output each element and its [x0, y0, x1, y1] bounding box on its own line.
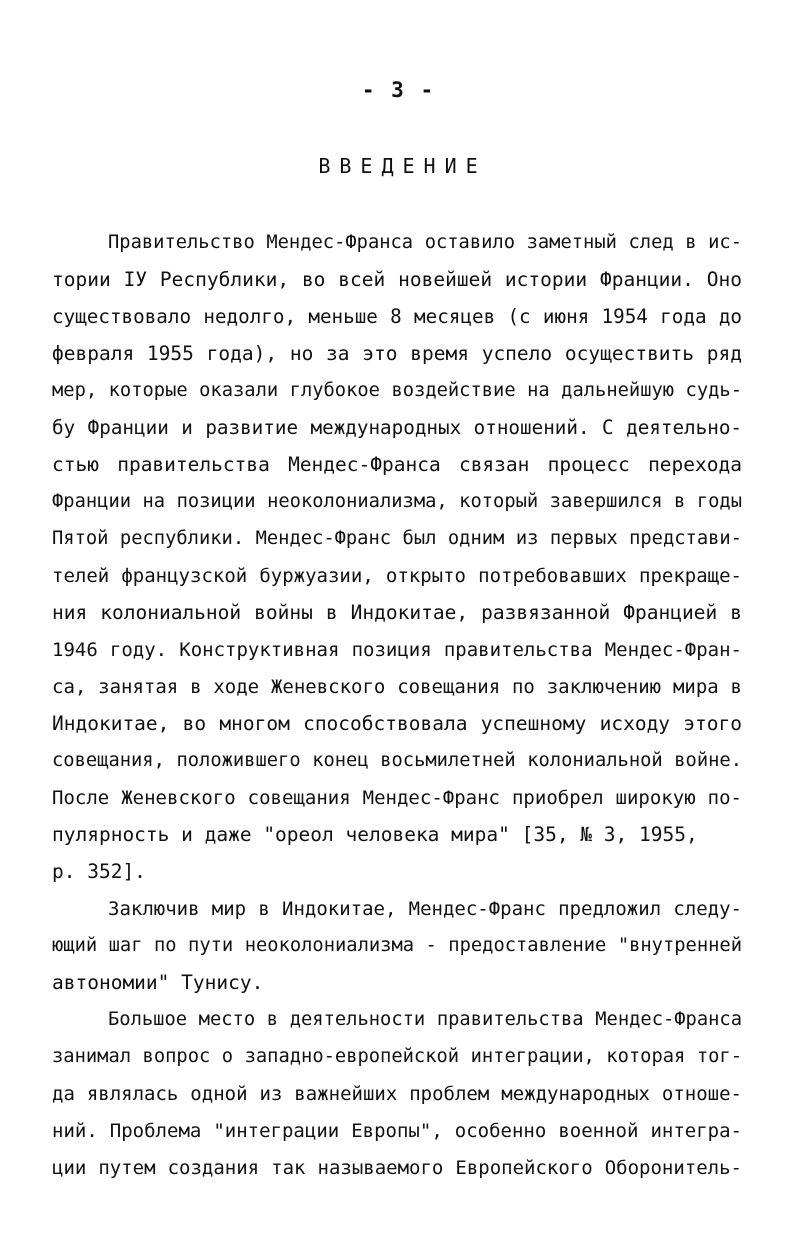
text-line: ющий шаг по пути неоколониализма - предоставление "внутренней — [52, 935, 742, 956]
text-line: пулярность и даже "ореол человека мира" [35, № 3, 1955, — [52, 823, 698, 846]
text-line: са, занятая в ходе Женевского совещания по заключению мира в — [52, 676, 742, 698]
text-line: совещания, положившего конец восьмилетней колониальной войне. — [52, 750, 742, 771]
text-line: существовало недолго, меньше 8 месяцев (с июня 1954 года до — [52, 305, 742, 328]
text-line: мер, которые оказали глубокое воздействие на дальнейшую судь- — [52, 380, 742, 401]
text-line: телей французской буржуазии, открыто потребовавших прекраще- — [52, 565, 742, 587]
text-line: ции путем создания так называемого Европейского Оборонитель- — [52, 1157, 742, 1179]
text-line: тории IУ Республики, во всей новейшей истории Франции. Оно — [52, 268, 742, 291]
text-line: Франции на позиции неоколониализма, который завершился в годы — [52, 491, 742, 512]
section-heading: ВВЕДЕНИЕ — [318, 154, 487, 178]
text-line: р. 352]. — [52, 860, 146, 883]
text-line: 1946 году. Конструктивная позиция правительства Мендес-Фран- — [52, 639, 742, 661]
text-line: Пятой республики. Мендес-Франс был одним из первых представи- — [52, 528, 742, 549]
text-line: февраля 1955 года), но за это время успело осуществить ряд — [52, 342, 742, 365]
text-line: бу Франции и развитие международных отношений. С деятельно- — [52, 416, 742, 439]
text-line: занимал вопрос о западно-европейской интеграции, которая тог- — [52, 1046, 742, 1067]
text-line: После Женевского совещания Мендес-Франс приобрел широкую по- — [52, 787, 742, 809]
page-number: - 3 - — [361, 78, 436, 102]
text-line: стью правительства Мендес-Франса связан процесс перехода — [52, 453, 742, 476]
text-line: Заключив мир в Индокитае, Мендес-Франс предложил следу- — [108, 898, 742, 920]
text-line: автономии" Тунису. — [52, 971, 264, 994]
text-line: ния колониальной войны в Индокитае, развязанной Францией в — [52, 601, 742, 624]
text-line: ний. Проблема "интеграции Европы", особенно военной интегра- — [52, 1120, 742, 1142]
text-line: Индокитае, во многом способствовала успешному исходу этого — [52, 712, 742, 735]
text-line: Правительство Мендес-Франса оставило заметный след в ис- — [108, 232, 742, 253]
text-line: да являлась одной из важнейших проблем международных отноше- — [52, 1083, 742, 1105]
text-line: Большое место в деятельности правительства Мендес-Франса — [108, 1009, 742, 1030]
